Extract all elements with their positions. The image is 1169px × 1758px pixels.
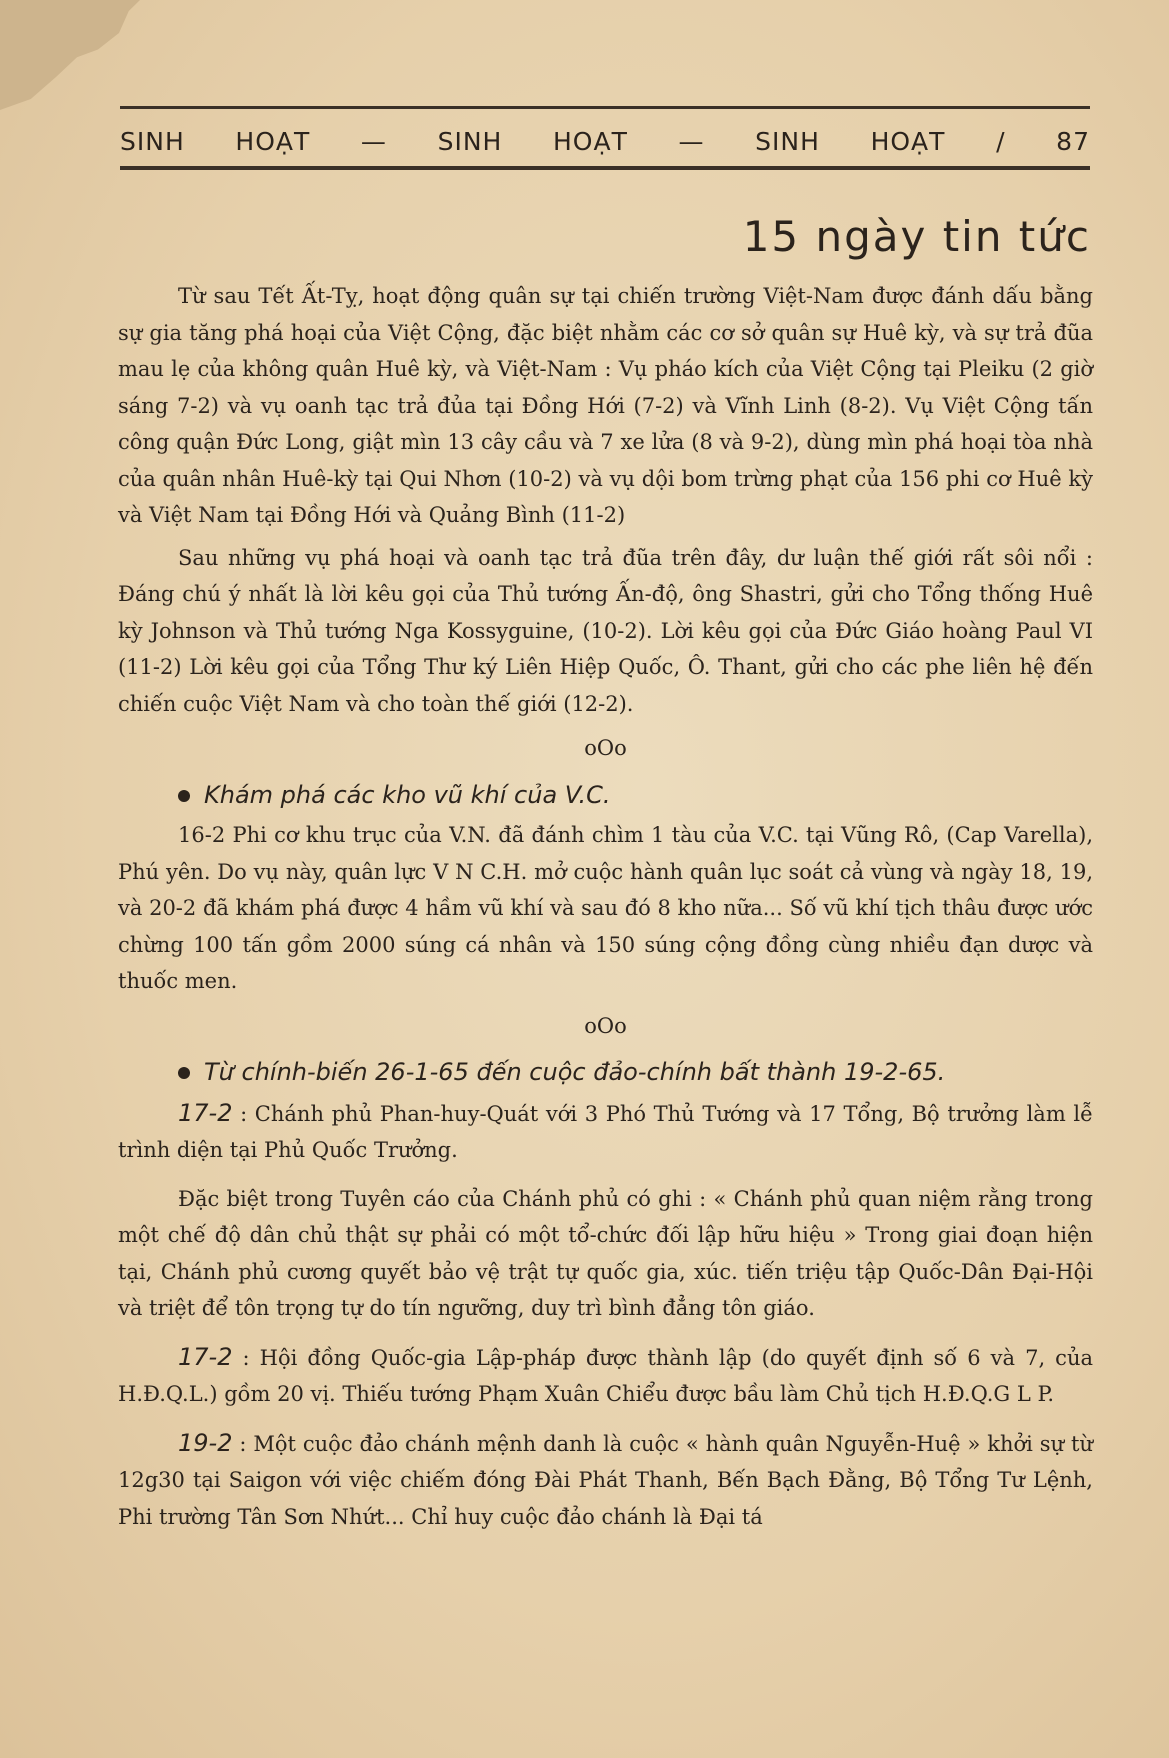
page-number: 87 xyxy=(1056,127,1090,156)
entry-text: Đặc biệt trong Tuyên cáo của Chánh phủ có ghi : « Chánh phủ quan niệm rằng trong một chế độ dân chủ thật sự phải có một tổ-chức đối lập hữu hiệu » Trong giai đoạn hiện tại, Chánh phủ cương quyết bảo vệ trật tự quốc gia, xúc. tiến triệu tập Quốc-Dân Đại-Hội và triệt để tôn trọng tự do tín ngưỡng, duy trì bình đẳng tôn giáo. xyxy=(118,1186,1093,1320)
chronology-entry xyxy=(118,1425,1093,1536)
intro-paragraph: Sau những vụ phá hoại và oanh tạc trả đũa trên đây, dư luận thế giới rất sôi nổi : Đáng chú ý nhất là lời kêu gọi của Thủ tướng Ấn-độ, ông Shastri, gửi cho Tổng thống Huê kỳ Johnson và Thủ tướng Nga Kossyguine, (10-2). Lời kêu gọi của Đức Giáo hoàng Paul VI (11-2) Lời kêu gọi của Tổng Thư ký Liên Hiệp Quốc, Ô. Thant, gửi cho các phe liên hệ đến chiến cuộc Việt Nam và cho toàn thế giới (12-2). xyxy=(118,545,1093,716)
running-header-text xyxy=(120,127,1090,156)
bullet-icon xyxy=(178,1067,190,1079)
entry-date: 19-2 xyxy=(178,1428,233,1457)
entry-text: : Hội đồng Quốc-gia Lập-pháp được thành lập (do quyết định số 6 và 7, của H.Đ.Q.L.) gồm 20 vị. Thiếu tướng Phạm Xuân Chiểu được bầu làm Chủ tịch H.Đ.Q.G L P. xyxy=(118,1345,1093,1406)
header-slash: / xyxy=(996,127,1006,156)
chronology-entry xyxy=(118,1095,1093,1169)
header-dash: — xyxy=(360,127,387,156)
section-separator: oOo xyxy=(584,1013,627,1038)
entry-date: 17-2 xyxy=(178,1098,233,1127)
section-heading-text: Khám phá các kho vũ khí của V.C. xyxy=(204,780,611,809)
header-word: HOẠT xyxy=(235,127,311,156)
header-word: SINH xyxy=(437,127,503,156)
bullet-icon xyxy=(178,790,190,802)
section-separator: oOo xyxy=(584,736,627,760)
header-word: HOẠT xyxy=(552,127,628,156)
header-word: SINH xyxy=(120,127,185,156)
section-heading xyxy=(178,777,1093,814)
section-heading-text: Từ chính-biến 26-1-65 đến cuộc đảo-chính bất thành 19-2-65. xyxy=(204,1058,946,1086)
section-heading xyxy=(178,1054,1093,1091)
entry-text: : Một cuộc đảo chánh mệnh danh là cuộc « hành quân Nguyễn-Huệ » khởi sự từ 12g30 tại Saigon với việc chiếm đóng Đài Phát Thanh, Bến Bạch Đằng, Bộ Tổng Tư Lệnh, Phi trường Tân Sơn Nhứt... Chỉ huy cuộc đảo chánh là Đại tá xyxy=(118,1431,1093,1529)
chronology-entry xyxy=(118,1181,1093,1327)
intro-paragraph: Từ sau Tết Ất-Tỵ, hoạt động quân sự tại chiến trường Việt-Nam được đánh dấu bằng sự gia tăng phá hoại của Việt Cộng, đặc biệt nhằm các cơ sở quân sự Huê kỳ, và sự trả đũa mau lẹ của không quân Huê kỳ, và Việt-Nam : Vụ pháo kích của Việt Cộng tại Pleiku (2 giờ sáng 7-2) và vụ oanh tạc trả đủa tại Đồng Hới (7-2) và Vĩnh Linh (8-2). Vụ Việt Cộng tấn công quận Đức Long, giật mìn 13 cây cầu và 7 xe lửa (8 và 9-2), dùng mìn phá hoại tòa nhà của quân nhân Huê-kỳ tại Qui Nhơn (10-2) và vụ dội bom trừng phạt của 156 phi cơ Huê kỳ và Việt Nam tại Đồng Hới và Quảng Bình (11-2) xyxy=(118,284,1093,527)
header-word: HOẠT xyxy=(870,127,946,156)
header-dash: — xyxy=(678,127,705,156)
running-header xyxy=(120,106,1090,170)
entry-text: : Chánh phủ Phan-huy-Quát với 3 Phó Thủ Tướng và 17 Tổng, Bộ trưởng làm lễ trình diện tại Phủ Quốc Trưởng. xyxy=(118,1101,1093,1162)
header-word: SINH xyxy=(755,127,820,156)
header-rule-top xyxy=(120,106,1090,109)
entry-date: 17-2 xyxy=(178,1342,233,1371)
chronology-entry xyxy=(118,1339,1093,1413)
header-rule-bottom xyxy=(120,166,1090,170)
article-body xyxy=(118,278,1093,1547)
article-title: 15 ngày tin tức xyxy=(742,212,1091,261)
torn-corner xyxy=(0,0,140,110)
section-paragraph: 16-2 Phi cơ khu trục của V.N. đã đánh chìm 1 tàu của V.C. tại Vũng Rô, (Cap Varella), Phú yên. Do vụ này, quân lực V N C.H. mở cuộc hành quân lục soát cả vùng và ngày 18, 19, và 20-2 đã khám phá được 4 hầm vũ khí và sau đó 8 kho nữa... Số vũ khí tịch thâu được ước chừng 100 tấn gồm 2000 súng cá nhân và 150 súng cộng đồng cùng nhiều đạn dược và thuốc men. xyxy=(118,823,1093,993)
